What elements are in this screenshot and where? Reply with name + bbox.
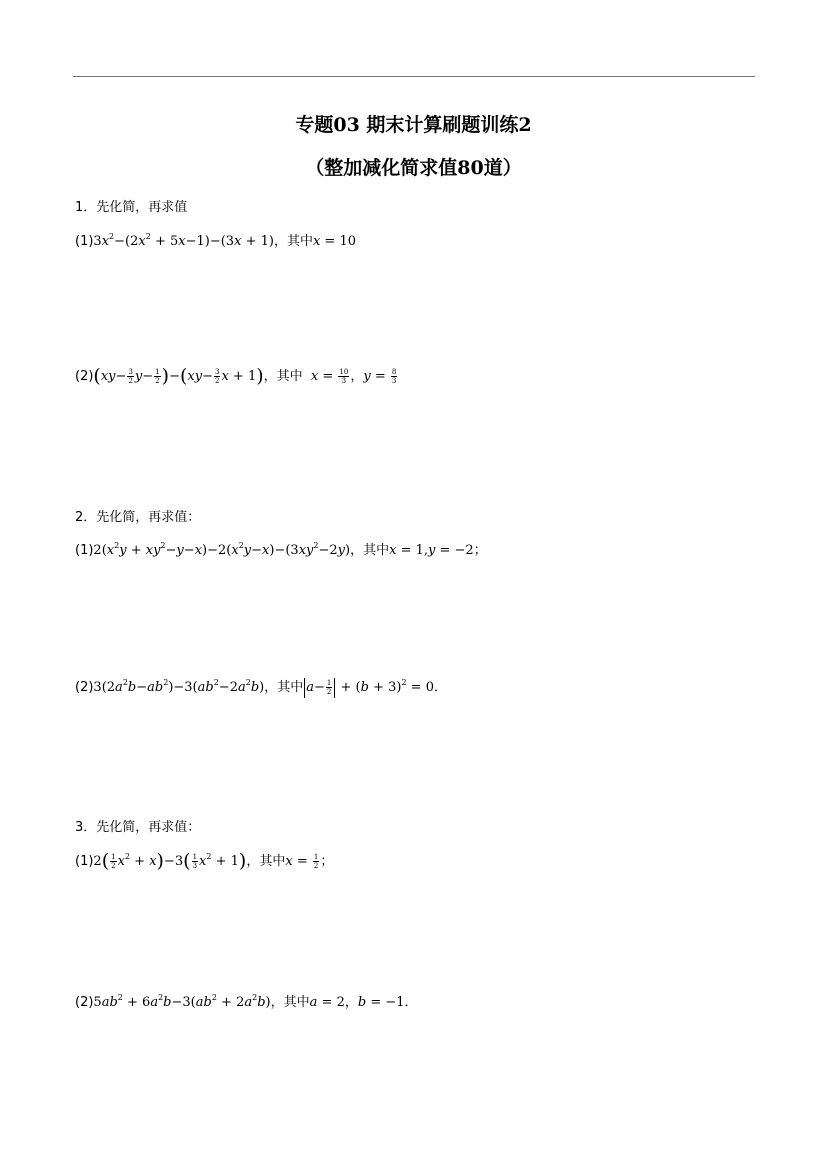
condition: ，其中 — [264, 680, 304, 695]
expression: $2(x^2y + xy^2-y-x)-2(x^2y-x)-(3xy^2-2y)$ — [93, 541, 351, 558]
part-label: (1) — [75, 234, 94, 249]
expression: $5ab^2 + 6a^2b-3(ab^2 + 2a^2b)$ — [93, 993, 271, 1010]
expression: (xy− $\frac{3}{2}$ y− $\frac{1}{2}$ )−(xy− $\frac{3}{2}$ x + 1) — [93, 365, 264, 387]
condition: ，其中 — [273, 234, 313, 249]
question-2-part-1: $(1)2(x^2y + xy^2-y-x)-2(x^2y-x)-(3xy^2-2y)$，其中x = 1,y = −2； — [75, 541, 487, 558]
question-2-heading: 2．先化简，再求值： — [75, 510, 201, 525]
condition: ，其中 — [350, 543, 390, 558]
part-label: (2) — [75, 369, 94, 384]
question-2-part-2: $(2)3(2a^2b-ab^2)-3(ab^2-2a^2b)$，其中 a− $\frac{1}{2}$ + $(b + 3)^2 = 0$． — [75, 678, 447, 696]
condition: ，其中 — [246, 854, 286, 869]
part-label: (2) — [75, 995, 94, 1010]
page-title: 专题03 期末计算刷题训练2 — [295, 114, 532, 136]
question-3-part-2: $(2)5ab^2 + 6a^2b-3(ab^2 + 2a^2b)$，其中a = 2，b = −1． — [75, 993, 418, 1010]
question-3-part-1: (1)2( $\frac{1}{2}$ $x^2 + x)-3$( $\frac{1}{3}$ $x^2 + 1$)，其中x = $\frac{1}{2}$ ； — [75, 850, 334, 872]
condition: ，其中 — [270, 995, 310, 1010]
expression: $3x^2-(2x^2 + 5x-1)-(3x + 1)$ — [93, 232, 274, 249]
question-1-part-1: $(1)3x^2-(2x^2 + 5x-1)-(3x + 1)$，其中x = 10 — [75, 232, 356, 249]
condition: ，其中 — [263, 369, 311, 384]
part-label: (1) — [75, 854, 94, 869]
part-label: (2) — [75, 680, 94, 695]
question-3-heading: 3．先化简，再求值： — [75, 820, 201, 835]
expression: 2( $\frac{1}{2}$ $x^2 + x)-3$( $\frac{1}{3}$ $x^2 + 1$) — [93, 850, 247, 872]
question-1-heading: 1．先化简，再求值 — [75, 200, 188, 215]
part-label: (1) — [75, 543, 94, 558]
expression: $3(2a^2b-ab^2)-3(ab^2-2a^2b)$ — [93, 678, 265, 695]
question-1-part-2: (2)(xy− $\frac{3}{2}$ y− $\frac{1}{2}$ )−(xy− $\frac{3}{2}$ x + 1)，其中 x = $\frac{10}{3}$ ，y = $\frac{8}{3}$ — [75, 365, 397, 387]
header-rule — [73, 76, 755, 77]
page-subtitle: （整加减化简求值80道） — [305, 157, 522, 179]
